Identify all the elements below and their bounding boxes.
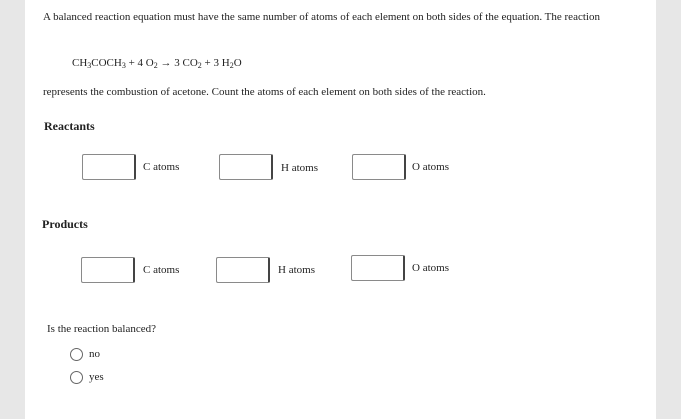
products-h-input[interactable] bbox=[216, 257, 270, 283]
radio-no[interactable] bbox=[70, 348, 83, 361]
balanced-question: Is the reaction balanced? bbox=[47, 323, 157, 335]
reactants-heading: Reactants bbox=[44, 119, 95, 133]
arrow-icon: → bbox=[157, 57, 175, 69]
products-o-input[interactable] bbox=[351, 255, 405, 281]
reactants-h-input[interactable] bbox=[219, 154, 273, 180]
reactants-o-input[interactable] bbox=[352, 154, 406, 180]
reactants-c-label: C atoms bbox=[143, 161, 180, 173]
products-c-input[interactable] bbox=[81, 257, 135, 283]
intro-text: A balanced reaction equation must have the same number of atoms of each element on both sides of the equation. The reaction bbox=[43, 11, 600, 23]
radio-yes[interactable] bbox=[70, 371, 83, 384]
reactants-h-label: H atoms bbox=[281, 162, 318, 174]
products-h-label: H atoms bbox=[278, 264, 315, 276]
radio-no-label: no bbox=[89, 348, 100, 360]
description-text: represents the combustion of acetone. Count the atoms of each element on both sides of the reaction. bbox=[43, 86, 486, 98]
products-heading: Products bbox=[42, 217, 88, 231]
reactants-c-input[interactable] bbox=[82, 154, 136, 180]
reactants-o-label: O atoms bbox=[412, 161, 449, 173]
products-o-label: O atoms bbox=[412, 262, 449, 274]
radio-yes-label: yes bbox=[89, 371, 104, 383]
reaction-equation: $CH_3COCH_3 + 4$ $O_2 \to 3$ $CO_2 + 3$ $H_2O$ bbox=[72, 57, 242, 70]
products-c-label: C atoms bbox=[143, 264, 180, 276]
